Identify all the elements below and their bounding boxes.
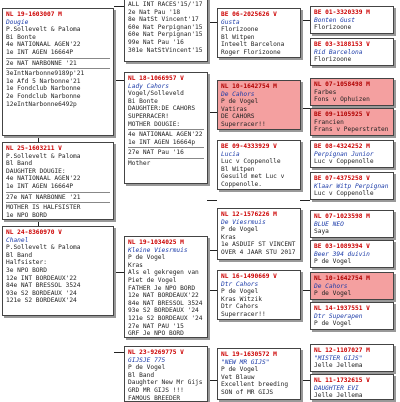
ring-number: NL 07-1058498 M [314, 81, 390, 89]
card-line: P de Vogel [221, 288, 297, 296]
card-line: Kras Witzik [221, 296, 297, 304]
pigeon-card-g4-5[interactable] [217, 270, 301, 320]
card-line: Mother [128, 160, 204, 168]
card-line: 84e NAT BRESSOL 3524 [6, 282, 110, 290]
connector-line [207, 22, 217, 23]
pigeon-card-subject[interactable] [2, 142, 114, 220]
card-line: P de Vogel [128, 254, 204, 262]
connector-line [300, 108, 310, 109]
separator [6, 202, 110, 203]
card-line: P de Vogel [221, 98, 297, 106]
pigeon-name: Klaar Witp Perpignan [314, 183, 390, 191]
card-line: OVER 4 JAAR STU 2017 [221, 249, 297, 257]
pigeon-name: De Cahors [221, 91, 297, 99]
pigeon-card-g4-2[interactable] [217, 80, 301, 130]
ring-number: BE 07-4375258 V [314, 175, 390, 183]
ring-number: NL 12-1107027 M [314, 347, 390, 355]
card-line: 1e Fondclub Narbonne [6, 85, 110, 93]
ring-number: NL 19-1034025 M [128, 239, 204, 247]
connector-line [207, 290, 217, 291]
card-line: 27e NAT NARBONNE '21 [6, 194, 110, 202]
pigeon-name: Bonten Gust [314, 17, 390, 25]
card-line: 2e Fondclub Narbonne [6, 93, 110, 101]
pigeon-card-g4-3[interactable] [217, 140, 301, 190]
pigeon-name: De Viesrmuis [221, 219, 297, 227]
card-line: 93e S2 BORDEAUX '24 [128, 307, 204, 315]
card-line: Roger Florizoone [221, 49, 297, 57]
card-line: 4e NATIONAAL AGEN'22 [128, 131, 204, 139]
pigeon-name: GIJSJE 775 [128, 357, 204, 365]
pigeon-card-g4-4[interactable] [217, 208, 301, 260]
pigeon-name: Chanel [6, 237, 110, 245]
pigeon-card-g5-4[interactable] [310, 108, 394, 136]
connector-line [114, 6, 124, 7]
connector-line [207, 112, 217, 113]
card-line: 4e NATIONAAL AGEN'22 [6, 175, 110, 183]
ring-number: BE 09-1105925 V [314, 111, 390, 119]
connector-line [114, 80, 124, 81]
pigeon-card-g5-11[interactable] [310, 344, 394, 372]
pigeon-card-g5-2[interactable] [310, 38, 394, 66]
ring-number: BE 09-4333929 V [221, 143, 297, 151]
card-line: FATHER Je NPO BORD [128, 285, 204, 293]
ring-number: BE 01-3320339 M [314, 9, 390, 17]
pigeon-card-ff[interactable] [124, 72, 208, 184]
card-line: 1e Afd 5 Narbonne'21 [6, 78, 110, 86]
card-line: Excellent breeding [221, 381, 297, 389]
card-line: SUPERRACER! [128, 113, 204, 121]
card-line: Bl Band [128, 372, 204, 380]
card-line: 121e S2 BORDEAUX '24 [128, 315, 204, 323]
card-line: ALL INT RACES'15/'17 [128, 1, 204, 9]
pigeon-name: DAUGHTER EVI [314, 385, 390, 393]
card-line: Bl Band [6, 160, 110, 168]
ring-number: BE 08-4324252 M [314, 143, 390, 151]
pigeon-name: "MISTER GIJS" [314, 355, 390, 363]
pigeon-name: Gusta [221, 19, 297, 27]
card-line: Florizoone [314, 24, 390, 32]
card-line: Jelle Jellema [314, 392, 390, 400]
card-line: Saya [314, 228, 390, 236]
card-line: Halfsister: [6, 259, 110, 267]
ring-number: NL 19-1603007 M [6, 11, 110, 19]
pigeon-card-g4-6[interactable] [217, 348, 301, 400]
card-line: Bl Witpen [221, 34, 297, 42]
pigeon-name: Dougie [6, 19, 110, 27]
separator [6, 192, 110, 193]
card-line: Coppenolle. [221, 181, 297, 189]
card-line: DAUGHTER:DE CAHORS [128, 105, 204, 113]
pigeon-name: Kleine Viesrmuis [128, 247, 204, 255]
card-line: Bl Witpen [221, 166, 297, 174]
pigeon-card-mm[interactable] [124, 346, 208, 402]
card-line: P de Vogel [314, 320, 390, 328]
card-line: P de Vogel [314, 258, 390, 266]
ring-number: NL 10-1642754 M [221, 83, 297, 91]
pigeon-name: Dtr Cahors [221, 281, 297, 289]
connector-line [114, 272, 124, 273]
card-line: Kras [128, 262, 204, 270]
card-line: Als el gekregen van [128, 269, 204, 277]
pigeon-name: Lucia [221, 151, 297, 159]
card-line: Dtr Cahors [221, 303, 297, 311]
card-line: Florizoone [221, 26, 297, 34]
separator [6, 68, 110, 69]
separator [128, 147, 204, 148]
card-line: MOTHER DOUGIE: [128, 121, 204, 129]
card-line: FAMOUS BREEDER [128, 395, 204, 402]
card-line: 3e NPO BORD [6, 267, 110, 275]
ring-number: NL 25-1603211 V [6, 145, 110, 153]
card-line: Superracer!! [221, 121, 297, 129]
card-line: Fons v Ophuizen [314, 96, 390, 104]
pigeon-card-g5-6[interactable] [310, 172, 394, 200]
pigeon-name: "NEW MR GIJS" [221, 359, 297, 367]
card-line: Luc v Coppenolle [221, 158, 297, 166]
card-line: 99e Nat Pau '16 [128, 39, 204, 47]
card-line: Luc v Coppenolle [314, 190, 390, 198]
pigeon-card-g5-10[interactable] [310, 302, 394, 330]
card-line: Luc v Coppenolle [314, 158, 390, 166]
card-line: 4e NATIONAAL AGEN'22 [6, 41, 110, 49]
card-line: 84e NAT BRESSOL 3524 [128, 300, 204, 308]
ring-number: NL 07-1023598 M [314, 213, 390, 221]
ring-number: NL 10-1642754 M [314, 275, 390, 283]
card-line: 93e S2 BORDEAUX '24 [6, 290, 110, 298]
pigeon-card-g4-1[interactable] [217, 8, 301, 58]
pigeon-name: Dtr Superapen [314, 313, 390, 321]
ring-number: BE 06-2025626 V [221, 11, 297, 19]
card-line: Francien [314, 119, 390, 127]
card-line: DAUGHTER DOUGIE: [6, 168, 110, 176]
pigeon-card-g5-5[interactable] [310, 140, 394, 168]
ring-number: NL 12-1576226 M [221, 211, 297, 219]
card-line: Vogel/Solleveld [128, 90, 204, 98]
card-line: Inteelt Barcelona [221, 41, 297, 49]
ring-number: BE 03-1089394 V [314, 243, 390, 251]
pigeon-card-results[interactable] [124, 0, 208, 62]
card-line: 12e NAT BORDEAUX'22 [128, 292, 204, 300]
pigeon-name: Rid Barcelona [314, 49, 390, 57]
card-line: 3eIntNarbonne9189p'21 [6, 70, 110, 78]
card-line: 1e INT AGEN 16664p [128, 139, 204, 147]
pigeon-name: Perpignan Junior [314, 151, 390, 159]
separator [128, 129, 204, 130]
ring-number: NL 18-1066957 V [128, 75, 204, 83]
card-line: Piet de Vogel [128, 277, 204, 285]
card-line: P de Vogel [128, 364, 204, 372]
pigeon-name: De Cahors [314, 283, 390, 291]
card-line: DE CAHORS [221, 113, 297, 121]
card-line: P de Vogel [314, 290, 390, 298]
card-line: 2e NAT NARBONNE '21 [6, 60, 110, 68]
pigeon-card-mother[interactable] [2, 226, 114, 316]
card-line: P de Vogel [221, 366, 297, 374]
pigeon-card-g5-3[interactable] [310, 78, 394, 106]
pigeon-card-mf[interactable] [124, 236, 208, 338]
pigeon-card-g5-7[interactable] [310, 210, 394, 238]
card-line: 60e Nat Perpignan'15 [128, 31, 204, 39]
card-line: Superracer!! [221, 311, 297, 319]
ring-number: NL 23-9269775 V [128, 349, 204, 357]
card-line: MOTHER IS HALFSISTER [6, 204, 110, 212]
card-line [6, 219, 110, 220]
card-line: Frans v Peperstraten [314, 126, 390, 134]
connector-line [207, 250, 217, 251]
card-line: GRF Je NPO BORD [128, 330, 204, 338]
pigeon-card-g5-1[interactable] [310, 6, 394, 34]
card-line: 27e NAT PAU '15 [128, 323, 204, 331]
ring-number: NL 14-1937551 V [314, 305, 390, 313]
card-line: Gesuild met Luc v [221, 173, 297, 181]
card-line: Bi Bonte [128, 98, 204, 106]
card-line: Kras [221, 234, 297, 242]
card-line: 1e ASDUIF ST VINCENT [221, 241, 297, 249]
ring-number: NL 11-1732615 V [314, 377, 390, 385]
card-line: 8e NatSt Vincent'17 [128, 16, 204, 24]
card-line: P.Sollevelt & Paloma [6, 26, 110, 34]
connector-line [114, 352, 124, 353]
card-line: Daughter New Mr Gijs [128, 379, 204, 387]
pigeon-card-g5-8[interactable] [310, 240, 394, 268]
connector-line [300, 20, 310, 21]
ring-number: BE 03-3188153 V [314, 41, 390, 49]
connector-line [300, 200, 310, 201]
card-line: Vatiras [221, 106, 297, 114]
card-line: GRD MR GIJS !!! [128, 387, 204, 395]
card-line: 1e INT AGEN 16664P [6, 183, 110, 191]
card-line: 2e Nat Pau '18 [128, 9, 204, 17]
ring-number: NL 16-1490669 V [221, 273, 297, 281]
separator [128, 158, 204, 159]
card-line: 1e NPO BORD [6, 212, 110, 220]
card-line: Farbes [314, 89, 390, 97]
ring-number: NL 19-1630572 M [221, 351, 297, 359]
card-line: Bl Band [6, 252, 110, 260]
connector-line [300, 290, 310, 291]
connector-line [300, 380, 310, 381]
card-line: P.Sollevelt & Paloma [6, 153, 110, 161]
card-line: 12eIntNarbonne6492p [6, 101, 110, 109]
card-line: 27e NAT Pau '16 [128, 149, 204, 157]
card-line: 1e INT AGEN 16664P [6, 49, 110, 57]
card-line: 12e INT BORDEAUX'22 [6, 275, 110, 283]
card-line: 301e NatStVincent'15 [128, 47, 204, 55]
card-line: 60e Nat Perpignan'15 [128, 24, 204, 32]
pigeon-name: Lady Cahors [128, 83, 204, 91]
card-line: SON of MR GIJS [221, 389, 297, 397]
card-line: Florizoone [314, 56, 390, 64]
pigeon-card-father[interactable] [2, 8, 114, 136]
ring-number: NL 24-8360970 V [6, 229, 110, 237]
connector-line [207, 200, 217, 201]
card-line: Jelle Jellema [314, 362, 390, 370]
pigeon-name: BLUE NEO [314, 221, 390, 229]
pigeon-card-g5-12[interactable] [310, 374, 394, 400]
pigeon-name: Beer 394 duivin [314, 251, 390, 259]
card-line: 121e S2 BORDEAUX'24 [6, 297, 110, 305]
connector-line [207, 380, 217, 381]
card-line: P.Sollevelt & Paloma [6, 244, 110, 252]
card-line: P de Vogel [221, 226, 297, 234]
card-line: Bi Bonte [6, 34, 110, 42]
pigeon-card-g5-9[interactable] [310, 272, 394, 300]
separator [6, 58, 110, 59]
card-line: Vet Blauw [221, 374, 297, 382]
